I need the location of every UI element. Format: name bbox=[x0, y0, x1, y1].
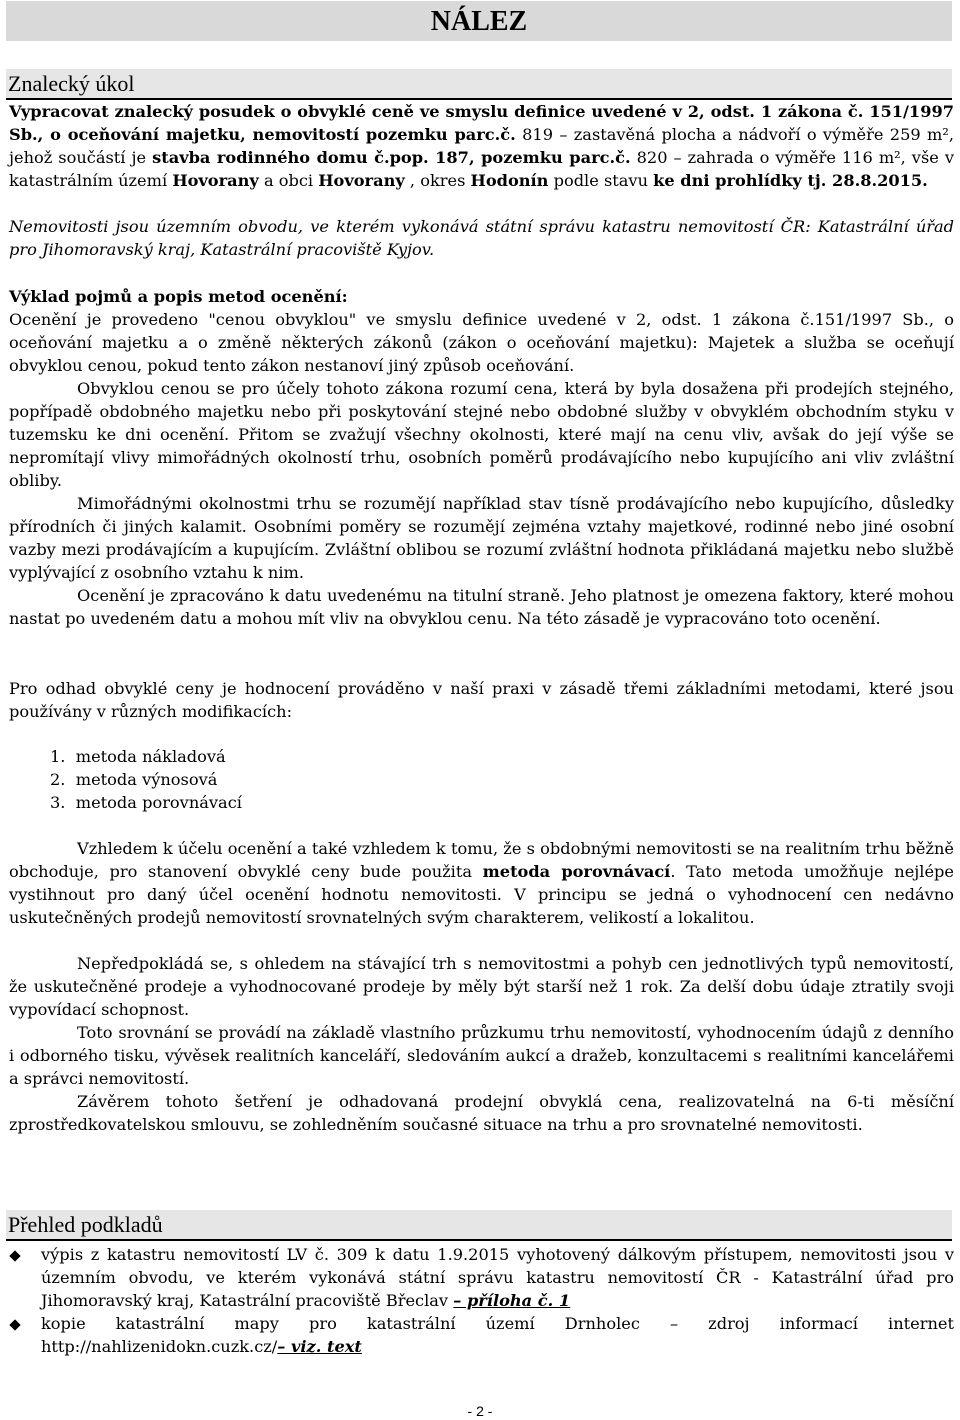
section-heading-vyklad-pojmu: Výklad pojmů a popis metod ocenění: bbox=[9, 287, 348, 306]
validity-paragraph: Ocenění je zpracováno k datu uvedenému na titulní straně. Jeho platnost je omezena faktory, které mohou nastat po uvedeném datu a mohou mít vliv na obvyklou cenu. Na této zásadě je vypracováno toto ocenění. bbox=[9, 586, 954, 628]
document-title: NÁLEZ bbox=[430, 6, 528, 37]
list-item: 3. metoda porovnávací bbox=[50, 793, 242, 812]
methods-intro-paragraph: Pro odhad obvyklé ceny je hodnocení prováděno v naší praxi v zásadě třemi základními metodami, které jsou používány v různých modifikacích: bbox=[9, 679, 954, 721]
usual-price-paragraph: Obvyklou cenou se pro účely tohoto zákona rozumí cena, která by byla dosažena při prodejích stejného, popřípadě obdobného majetku nebo při poskytování stejné nebo obdobné služby v obvyklém obchodním styku v tuzemsku ke dni ocenění. Přitom se zvažují všechny okolnosti, které mají na cenu vliv, avšak do její výše se nepromítají vlivy mimořádných okolností trhu, osobních poměrů prodávajícího nebo kupujícího ani vliv zvláštní obliby. bbox=[9, 379, 954, 490]
diamond-bullet-icon bbox=[9, 1250, 20, 1261]
section-heading-znalecky-ukol: Znalecký úkol bbox=[6, 69, 952, 100]
list-item: 2. metoda výnosová bbox=[50, 770, 218, 789]
market-research-paragraph: Toto srovnání se provádí na základě vlastního průzkumu trhu nemovitostí, vyhodnocením údajů z denního i odborného tisku, vývěsek realitních kanceláří, sledováním aukcí a dražeb, konzultacemi s realitními kancelářemi a správci nemovitostí. bbox=[9, 1023, 954, 1088]
age-of-sales-paragraph: Nepředpokládá se, s ohledem na stávající trh s nemovitostmi a pohyb cen jednotlivých typů nemovitostí, že uskutečněné prodeje a vyhodnocované prodeje by měly být starší než 1 rok. Za delší dobu údaje ztratily svoji vypovídací schopnost. bbox=[9, 954, 954, 1019]
extraordinary-circumstances-paragraph: Mimořádnými okolnostmi trhu se rozumějí například stav tísně prodávajícího nebo kupujícího, důsledky přírodních či jiných kalamit. Osobními poměry se rozumějí zejména vztahy majetkové, rodinné nebo jiné osobní vazby mezi prodávajícím a kupujícím. Zvláštní oblibou se rozumí zvláštní hodnota přikládaná majetku nebo službě vyplývající z osobního vztahu k nim. bbox=[9, 494, 954, 582]
attachment-link[interactable]: – příloha č. 1 bbox=[453, 1291, 571, 1310]
comparison-method-paragraph: Vzhledem k účelu ocenění a také vzhledem k tomu, že s obdobnými nemovitosti se na realitním trhu běžně obchoduje, pro stanovení obvyklé ceny bude použita metoda porovnávací. Tato metoda umožňuje nejlépe vystihnout pro daný účel ocenění hodnotu nemovitosti. V principu se jedná o vyhodnocení cen nedávno uskutečněných prodejů nemovitostí srovnatelných svým charakterem, velikostí a lokalitou. bbox=[9, 839, 954, 927]
cadastre-office-note: Nemovitosti jsou územním obvodu, ve kterém vykonává státní správu katastru nemovitostí ČR: Katastrální úřad pro Jihomoravský kraj, Katastrální pracoviště Kyjov. bbox=[9, 217, 954, 259]
section-heading-prehled-podkladu: Přehled podkladů bbox=[6, 1210, 952, 1241]
list-item: 1. metoda nákladová bbox=[50, 747, 226, 766]
see-text-link[interactable]: – viz. text bbox=[277, 1337, 362, 1356]
methods-list bbox=[50, 745, 242, 814]
conclusion-paragraph: Závěrem tohoto šetření je odhadovaná prodejní obvyklá cena, realizovatelná na 6-ti měsíční zprostředkovatelskou smlouvu, se zohledněním současné situace na trhu a pro srovnatelné nemovitosti. bbox=[9, 1092, 954, 1134]
valuation-definition-paragraph: Ocenění je provedeno "cenou obvyklou" ve smyslu definice uvedené v 2, odst. 1 zákona č.151/1997 Sb., o oceňování majetku a o změně některých zákonů (zákon o oceňování majetku): Majetek a služba se oceňují obvyklou cenou, pokud tento zákon nestanoví jiný způsob oceňování. bbox=[9, 310, 954, 375]
diamond-bullet-icon bbox=[9, 1319, 20, 1330]
page-number: - 2 - bbox=[467, 1403, 493, 1419]
list-item: kopie katastrální mapy pro katastrální území Drnholec – zdroj informací internet http://nahlizenidokn.cuzk.cz/– viz. text bbox=[9, 1312, 954, 1358]
list-item: výpis z katastru nemovitostí LV č. 309 k datu 1.9.2015 vyhotovený dálkovým přístupem, nemovitosti jsou v územním obvodu, ve kterém vykonává státní správu katastru nemovitostí ČR - Katastrální úřad pro Jihomoravský kraj, Katastrální pracoviště Břeclav – příloha č. 1 bbox=[9, 1243, 954, 1312]
task-paragraph: Vypracovat znalecký posudek o obvyklé ceně ve smyslu definice uvedené v 2, odst. 1 zákona č. 151/1997 Sb., o oceňování majetku, nemovitostí pozemku parc.č. 819 – zastavěná plocha a nádvoří o výměře 259 m², jehož součástí je stavba rodinného domu č.pop. 187, pozemku parc.č. 820 – zahrada o výměře 116 m², vše v katastrálním území Hovorany a obci Hovorany , okres Hodonín podle stavu ke dni prohlídky tj. 28.8.2015. bbox=[9, 102, 955, 190]
document-title-bar bbox=[6, 1, 952, 41]
